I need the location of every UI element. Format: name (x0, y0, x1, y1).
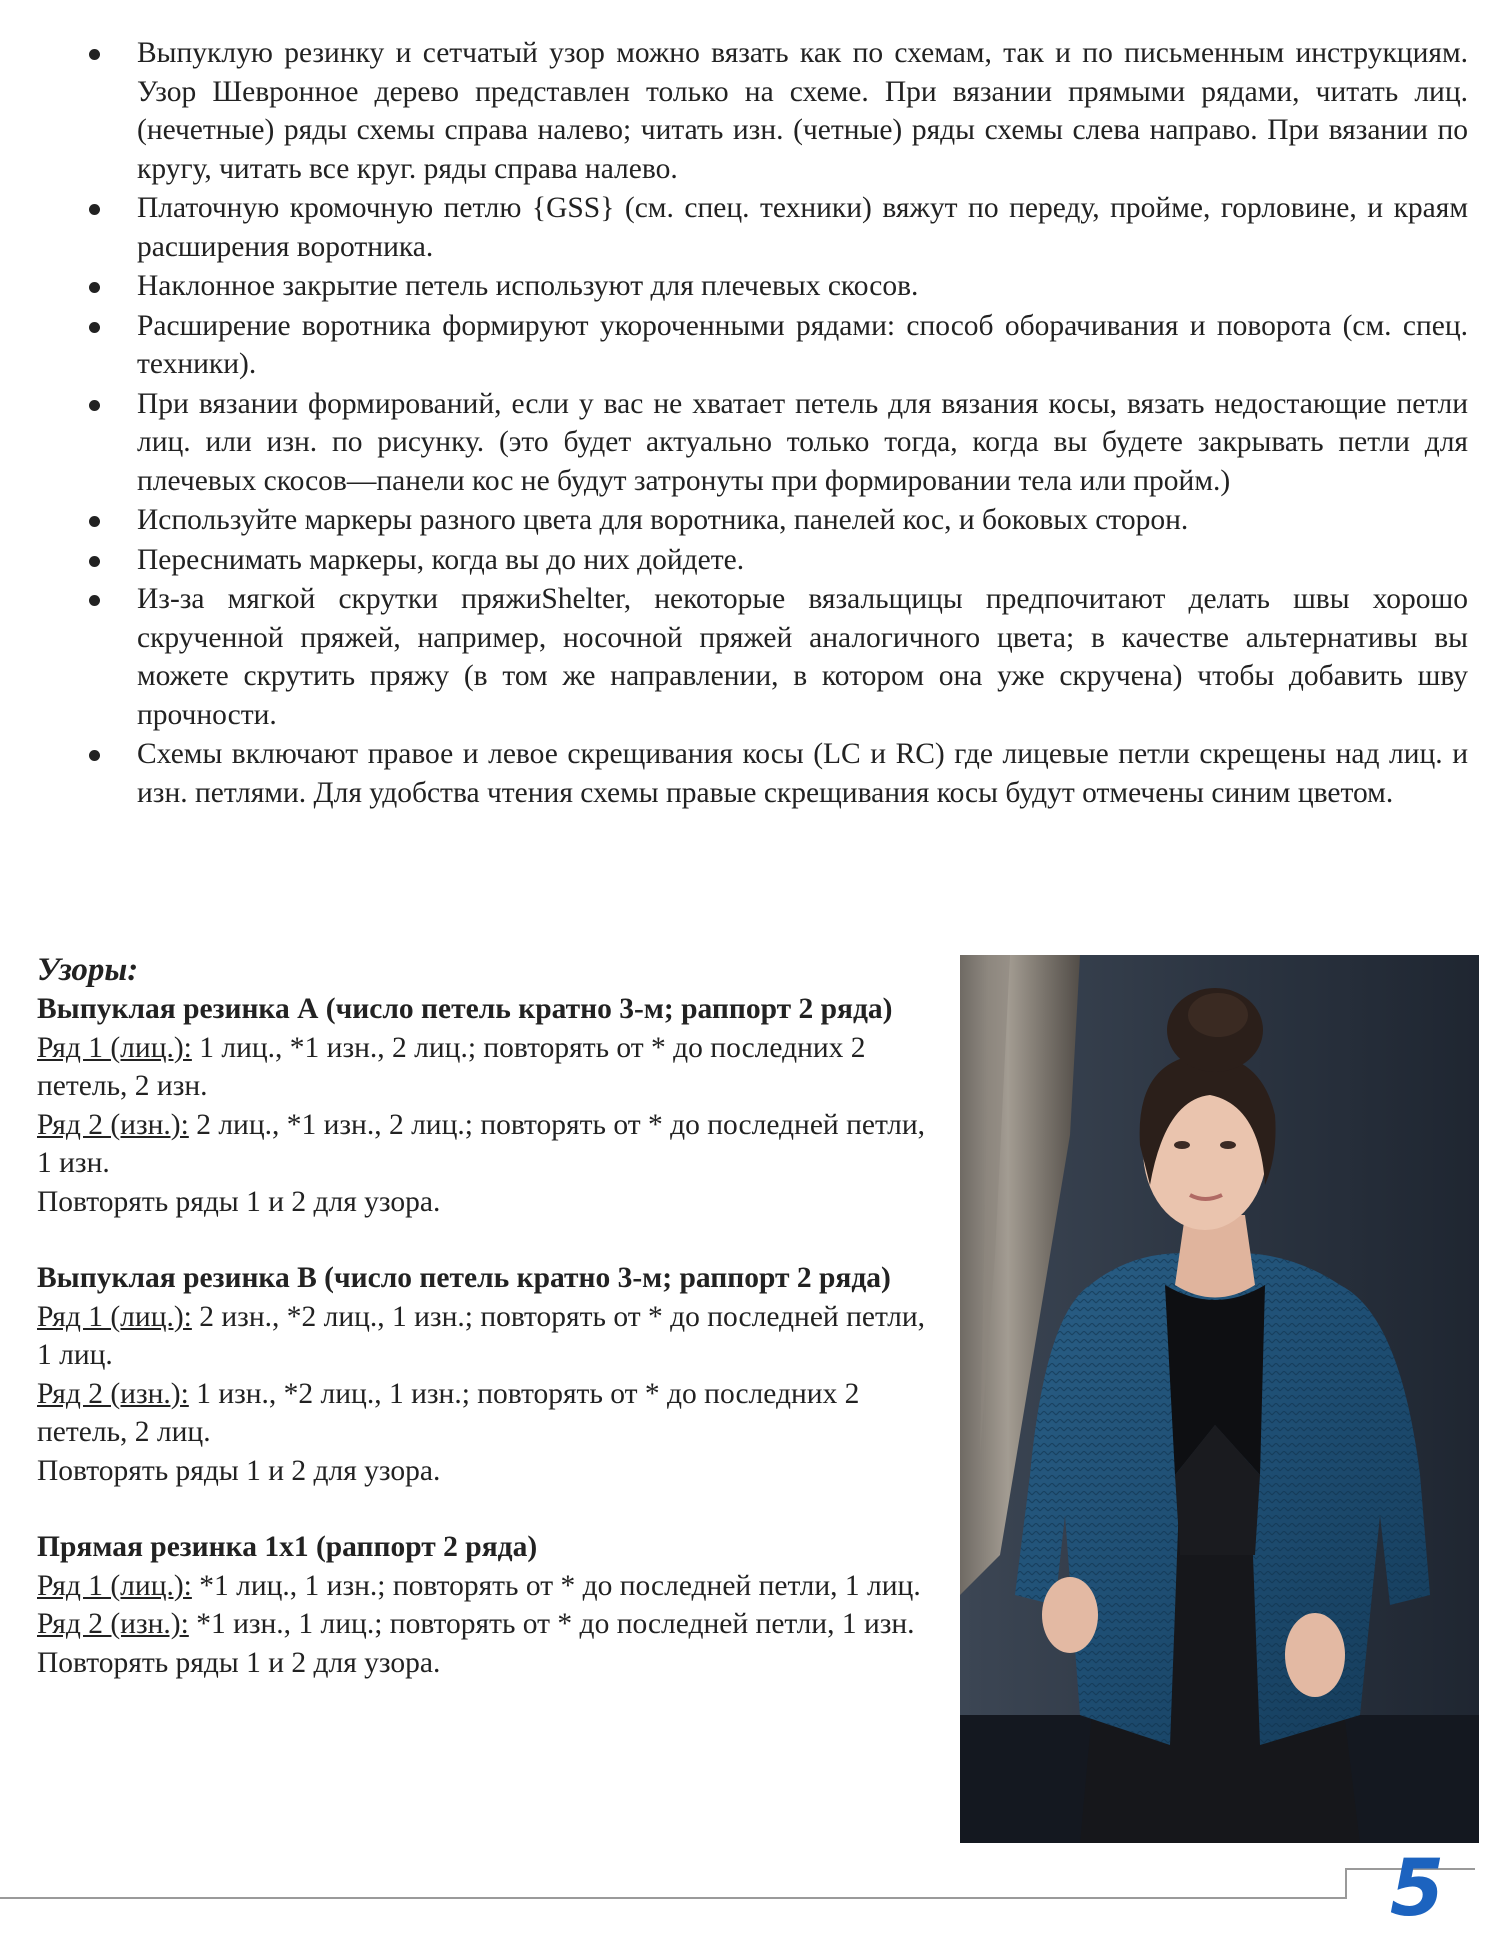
bullet-icon (89, 322, 100, 333)
row-text: 1 изн., *2 лиц., 1 изн.; повторять от * до последних 2 петель, 2 лиц. (37, 1377, 860, 1448)
notes-list (78, 34, 1468, 813)
photo-woman-blue-cardigan-icon (960, 955, 1479, 1843)
pattern-title: Выпуклая резинка А (число петель кратно 3-м; раппорт 2 ряда) (37, 993, 893, 1025)
note-item: Наклонное закрытие петель используют для плечевых скосов. (78, 267, 1468, 306)
row-text: *1 изн., 1 лиц.; повторять от * до последней петли, 1 изн. (188, 1608, 915, 1640)
row-label: Ряд 2 (изн.): (37, 1608, 189, 1640)
page-number: 5 (1389, 1844, 1445, 1934)
bullet-icon (89, 49, 100, 60)
pattern-rib-a (37, 990, 937, 1221)
note-item: Используйте маркеры разного цвета для воротника, панелей кос, и боковых сторон. (78, 501, 1468, 540)
row-label: Ряд 2 (изн.): (37, 1108, 189, 1141)
pattern-row-2 (37, 1375, 937, 1452)
row-text: 2 лиц., *1 изн., 2 лиц.; повторять от * до последней петли, 1 изн. (37, 1108, 926, 1179)
bullet-icon (89, 595, 100, 606)
note-item: Выпуклую резинку и сетчатый узор можно вязать как по схемам, так и по письменным инструкциям. Узор Шевронное дерево представлен только на схеме. При вязании прямыми рядами, читать лиц. (нечетные) ряды схемы справа налево; читать изн. (четные) ряды схемы слева направо. При вязании по кругу, читать все круг. ряды справа налево. (78, 34, 1468, 188)
row-text: *1 лиц., 1 изн.; повторять от * до последней петли, 1 лиц. (191, 1569, 921, 1602)
note-item: Схемы включают правое и левое скрещивания косы (LC и RC) где лицевые петли скрещены над лиц. и изн. петлями. Для удобства чтения схемы правые скрещивания косы будут отмечены синим цветом. (78, 735, 1468, 812)
row-text: 2 изн., *2 лиц., 1 изн.; повторять от * до последней петли, 1 лиц. (37, 1300, 925, 1371)
pattern-rib-1x1 (37, 1528, 937, 1682)
bullet-icon (89, 400, 100, 411)
pattern-row-2 (37, 1605, 937, 1644)
pattern-row-1 (37, 1567, 937, 1606)
pattern-row-1 (37, 1029, 937, 1106)
row-label: Ряд 1 (лиц.): (37, 1569, 192, 1602)
note-item: Платочную кромочную петлю {GSS} (см. спец. техники) вяжут по переду, пройме, горловине, и краям расширения воротника. (78, 189, 1468, 266)
row-label: Ряд 1 (лиц.): (37, 1031, 192, 1064)
pattern-repeat: Повторять ряды 1 и 2 для узора. (37, 1185, 441, 1218)
pattern-row-2 (37, 1106, 937, 1183)
pattern-rib-b (37, 1259, 937, 1490)
pattern-title: Выпуклая резинка В (число петель кратно 3-м; раппорт 2 ряда) (37, 1262, 891, 1294)
footer-corner (1345, 1868, 1347, 1899)
bullet-icon (89, 282, 100, 293)
patterns-heading: Узоры: (37, 952, 139, 988)
pattern-repeat: Повторять ряды 1 и 2 для узора. (37, 1454, 441, 1487)
row-label: Ряд 1 (лиц.): (37, 1300, 192, 1333)
row-text: 1 лиц., *1 изн., 2 лиц.; повторять от * до последних 2 петель, 2 изн. (37, 1031, 866, 1102)
pattern-row-1 (37, 1298, 937, 1375)
note-item: Расширение воротника формируют укороченными рядами: способ оборачивания и поворота (см. спец. техники). (78, 307, 1468, 384)
bullet-icon (89, 556, 100, 567)
patterns-section (37, 950, 937, 1720)
note-item: Переснимать маркеры, когда вы до них дойдете. (78, 541, 1468, 580)
note-item: Из-за мягкой скрутки пряжиShelter, некоторые вязальщицы предпочитают делать швы хорошо скрученной пряжей, например, носочной пряжей аналогичного цвета; в качестве альтернативы вы можете скрутить пряжу (в том же направлении, в котором она уже скручена) чтобы добавить шву прочности. (78, 580, 1468, 734)
footer-rule (0, 1897, 1345, 1899)
row-label: Ряд 2 (изн.): (37, 1377, 189, 1410)
note-item: При вязании формирований, если у вас не хватает петель для вязания косы, вязать недостающие петли лиц. или изн. по рисунку. (это будет актуально только тогда, когда вы будете закрывать петли для плечевых скосов—панели кос не будут затронуты при формировании тела или пройм.) (78, 385, 1468, 501)
bullet-icon (89, 516, 100, 527)
pattern-title: Прямая резинка 1х1 (раппорт 2 ряда) (37, 1531, 538, 1563)
bullet-icon (89, 204, 100, 215)
bullet-icon (89, 750, 100, 761)
pattern-repeat: Повторять ряды 1 и 2 для узора. (37, 1646, 441, 1679)
